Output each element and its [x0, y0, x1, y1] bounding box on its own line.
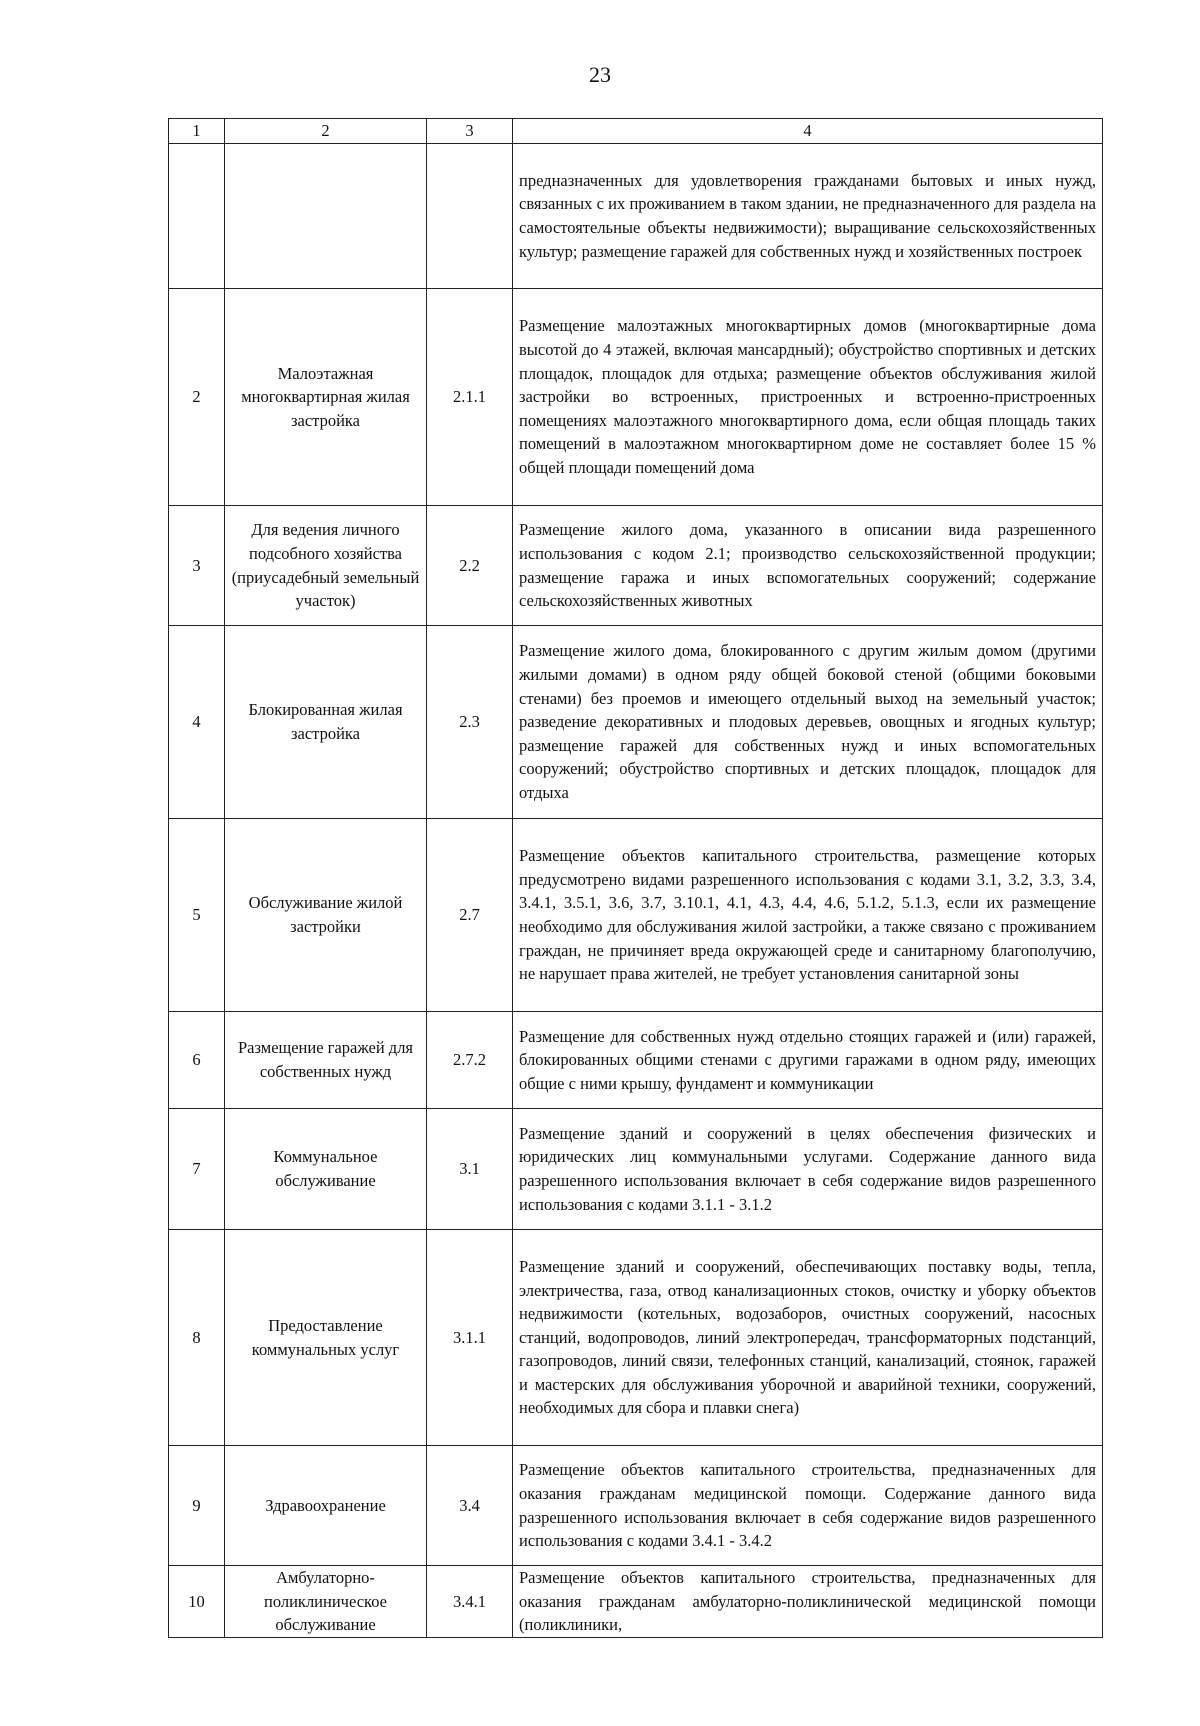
- use-type-description: Размещение зданий и сооружений в целях обеспечения физических и юридических лиц коммунальными услугами. Содержание данного вида разрешенного использования включает в себя содержание видов разрешенного использования с кодами 3.1.1 - 3.1.2: [513, 1109, 1103, 1230]
- use-type-name: Обслуживание жилой застройки: [225, 819, 427, 1012]
- use-type-name: Амбулаторно-поликлиническое обслуживание: [225, 1566, 427, 1638]
- page-number: 23: [589, 62, 611, 87]
- row-number: 10: [169, 1566, 225, 1638]
- use-type-name: Здравоохранение: [225, 1446, 427, 1566]
- use-type-code: 2.3: [427, 626, 513, 819]
- row-number: 7: [169, 1109, 225, 1230]
- use-type-name: Коммунальное обслуживание: [225, 1109, 427, 1230]
- use-type-description: Размещение жилого дома, блокированного с другим жилым домом (другими жилыми домами) в одном ряду общей боковой стеной (общими боковыми стенами) без проемов и имеющего отдельный выход на земельный участок; разведение декоративных и плодовых деревьев, овощных и ягодных культур; размещение гаражей для собственных нужд и иных вспомогательных сооружений; обустройство спортивных и детских площадок, площадок для отдыха: [513, 626, 1103, 819]
- table-row: [169, 506, 1103, 626]
- row-number: [169, 144, 225, 289]
- use-type-name: Размещение гаражей для собственных нужд: [225, 1012, 427, 1109]
- use-type-code: 2.2: [427, 506, 513, 626]
- table-row: [169, 1109, 1103, 1230]
- use-type-description: Размещение малоэтажных многоквартирных домов (многоквартирные дома высотой до 4 этажей, включая мансардный); обустройство спортивных и детских площадок, площадок для отдыха; размещение объектов обслуживания жилой застройки во встроенных, пристроенных и встроенно-пристроенных помещениях малоэтажного многоквартирного дома, если общая площадь таких помещений в малоэтажном многоквартирном доме не составляет более 15 % общей площади помещений дома: [513, 289, 1103, 506]
- table-row: [169, 626, 1103, 819]
- row-number: 2: [169, 289, 225, 506]
- table-row: [169, 144, 1103, 289]
- use-type-code: [427, 144, 513, 289]
- row-number: 6: [169, 1012, 225, 1109]
- table-row: [169, 1446, 1103, 1566]
- use-type-code: 2.7.2: [427, 1012, 513, 1109]
- use-type-code: 3.4.1: [427, 1566, 513, 1638]
- table-header-row: [169, 119, 1103, 144]
- use-type-name: Малоэтажная многоквартирная жилая застройка: [225, 289, 427, 506]
- column-header-4: 4: [513, 119, 1103, 144]
- use-type-description: Размещение жилого дома, указанного в описании вида разрешенного использования с кодом 2.1; производство сельскохозяйственной продукции; размещение гаража и иных вспомогательных сооружений; содержание сельскохозяйственных животных: [513, 506, 1103, 626]
- use-type-code: 2.1.1: [427, 289, 513, 506]
- use-type-name: [225, 144, 427, 289]
- row-number: 9: [169, 1446, 225, 1566]
- use-type-code: 2.7: [427, 819, 513, 1012]
- use-type-description: Размещение объектов капитального строительства, предназначенных для оказания гражданам амбулаторно-поликлинической медицинской помощи (поликлиники,: [513, 1566, 1103, 1638]
- use-type-code: 3.1.1: [427, 1230, 513, 1446]
- row-number: 8: [169, 1230, 225, 1446]
- use-type-description: Размещение зданий и сооружений, обеспечивающих поставку воды, тепла, электричества, газа, отвод канализационных стоков, очистку и уборку объектов недвижимости (котельных, водозаборов, очистных сооружений, насосных станций, водопроводов, линий электропередач, трансформаторных подстанций, газопроводов, линий связи, телефонных станций, канализаций, стоянок, гаражей и мастерских для обслуживания уборочной и аварийной техники, сооружений, необходимых для сбора и плавки снега): [513, 1230, 1103, 1446]
- use-type-name: Для ведения личного подсобного хозяйства (приусадебный земельный участок): [225, 506, 427, 626]
- table-row: [169, 1230, 1103, 1446]
- column-header-3: 3: [427, 119, 513, 144]
- use-type-name: Предоставление коммунальных услуг: [225, 1230, 427, 1446]
- use-type-description: Размещение объектов капитального строительства, предназначенных для оказания гражданам медицинской помощи. Содержание данного вида разрешенного использования включает в себя содержание видов разрешенного использования с кодами 3.4.1 - 3.4.2: [513, 1446, 1103, 1566]
- table-row: [169, 289, 1103, 506]
- use-type-description: Размещение объектов капитального строительства, размещение которых предусмотрено видами разрешенного использования с кодами 3.1, 3.2, 3.3, 3.4, 3.4.1, 3.5.1, 3.6, 3.7, 3.10.1, 4.1, 4.3, 4.4, 4.6, 5.1.2, 5.1.3, если их размещение необходимо для обслуживания жилой застройки, а также связано с проживанием граждан, не причиняет вреда окружающей среде и санитарному благополучию, не нарушает права жителей, не требует установления санитарной зоны: [513, 819, 1103, 1012]
- table-row: [169, 819, 1103, 1012]
- use-type-code: 3.4: [427, 1446, 513, 1566]
- use-type-description: предназначенных для удовлетворения гражданами бытовых и иных нужд, связанных с их проживанием в таком здании, не предназначенного для раздела на самостоятельные объекты недвижимости); выращивание сельскохозяйственных культур; размещение гаражей для собственных нужд и хозяйственных построек: [513, 144, 1103, 289]
- use-type-name: Блокированная жилая застройка: [225, 626, 427, 819]
- use-type-code: 3.1: [427, 1109, 513, 1230]
- column-header-2: 2: [225, 119, 427, 144]
- row-number: 3: [169, 506, 225, 626]
- table-row: [169, 1566, 1103, 1638]
- table-row: [169, 1012, 1103, 1109]
- row-number: 4: [169, 626, 225, 819]
- use-type-description: Размещение для собственных нужд отдельно стоящих гаражей и (или) гаражей, блокированных общими стенами с другими гаражами в одном ряду, имеющих общие с ними крышу, фундамент и коммуникации: [513, 1012, 1103, 1109]
- row-number: 5: [169, 819, 225, 1012]
- land-use-table: [168, 118, 1103, 1638]
- column-header-1: 1: [169, 119, 225, 144]
